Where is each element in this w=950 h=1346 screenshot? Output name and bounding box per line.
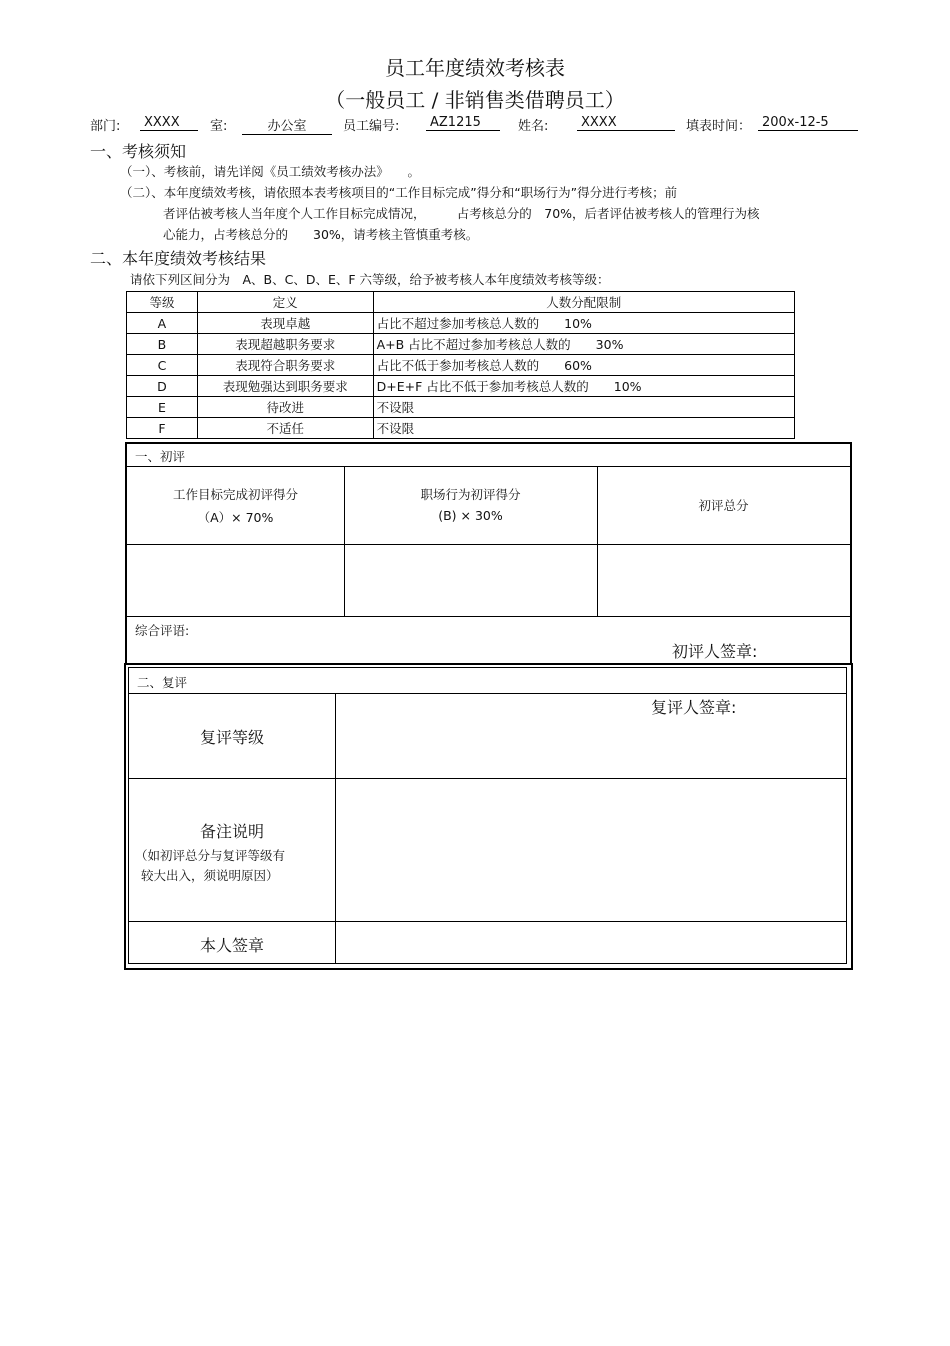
remark-label: 备注说明 — [199, 822, 264, 841]
page-subtitle: （一般员工 / 非销售类借聘员工） — [325, 88, 625, 112]
room-label: 室: — [210, 119, 228, 134]
re-review-signature-label: 复评人签章: — [651, 698, 737, 717]
table-row — [127, 355, 795, 376]
initial-total-input[interactable] — [599, 546, 848, 614]
section1-heading: 一、考核须知 — [90, 142, 187, 161]
definition-cell: 表现勉强达到职务要求 — [197, 376, 373, 397]
grade-cell: D — [127, 376, 198, 397]
remark-note-line1: （如初评总分与复评等级有 — [135, 848, 286, 863]
empno-label: 员工编号: — [343, 119, 400, 134]
re-review-section — [124, 663, 853, 970]
grade-cell: F — [127, 418, 198, 439]
dept-value[interactable]: XXXX — [140, 115, 198, 131]
header-quota: 人数分配限制 — [373, 292, 794, 313]
remark-input[interactable] — [337, 780, 844, 919]
quota-cell: 不设限 — [373, 418, 794, 439]
definition-cell: 表现符合职务要求 — [197, 355, 373, 376]
grade-cell: B — [127, 334, 198, 355]
quota-cell: 占比不超过参加考核总人数的 10% — [373, 313, 794, 334]
definition-cell: 待改进 — [197, 397, 373, 418]
behavior-score-formula: (B) × 30% — [438, 508, 503, 523]
definition-cell: 不适任 — [197, 418, 373, 439]
quota-cell: 不设限 — [373, 397, 794, 418]
notice-item-2-line1: （二）、本年度绩效考核，请依照本表考核项目的“工作目标完成”得分和“职场行为”得分进行考核；前 — [120, 185, 678, 200]
grade-cell: E — [127, 397, 198, 418]
goal-score-input[interactable] — [129, 546, 342, 614]
re-review-heading: 二、复评 — [137, 675, 188, 690]
table-row — [127, 397, 795, 418]
notice-item-2-line3: 心能力，占考核总分的 30%，请考核主管慎重考核。 — [163, 227, 479, 242]
quota-cell: A+B 占比不超过参加考核总人数的 30% — [373, 334, 794, 355]
table-row — [127, 334, 795, 355]
initial-review-heading: 一、初评 — [135, 449, 186, 464]
notice-item-1: （一）、考核前，请先详阅《员工绩效考核办法》 。 — [120, 164, 421, 179]
table-row — [127, 418, 795, 439]
room-value[interactable]: 办公室 — [242, 115, 332, 135]
behavior-score-label: 职场行为初评得分 — [420, 487, 521, 502]
quota-cell: D+E+F 占比不低于参加考核总人数的 10% — [373, 376, 794, 397]
definition-cell: 表现超越职务要求 — [197, 334, 373, 355]
re-review-grade-label: 复评等级 — [199, 728, 264, 747]
grade-cell: A — [127, 313, 198, 334]
initial-review-section — [125, 442, 852, 665]
goal-score-label: 工作目标完成初评得分 — [172, 487, 298, 502]
empno-value[interactable]: AZ1215 — [426, 115, 500, 131]
quota-cell: 占比不低于参加考核总人数的 60% — [373, 355, 794, 376]
behavior-score-input[interactable] — [346, 546, 595, 614]
page-title: 员工年度绩效考核表 — [385, 56, 565, 80]
table-header-row — [127, 292, 795, 313]
header-definition: 定义 — [197, 292, 373, 313]
notice-item-2-line2: 者评估被考核人当年度个人工作目标完成情况， 占考核总分的 70%，后者评估被考核人的管理行为核 — [163, 206, 760, 221]
table-row — [127, 376, 795, 397]
date-label: 填表时间： — [686, 119, 752, 134]
dept-label: 部门: — [90, 119, 121, 134]
re-review-grade-input[interactable] — [337, 718, 844, 776]
name-label: 姓名: — [518, 119, 549, 134]
remark-note-line2: 较大出入，须说明原因） — [141, 868, 279, 883]
grade-cell: C — [127, 355, 198, 376]
comment-label: 综合评语: — [135, 623, 190, 638]
initial-total-label: 初评总分 — [698, 498, 749, 513]
self-signature-label: 本人签章 — [199, 936, 264, 955]
goal-score-formula: （A）× 70% — [197, 510, 274, 525]
grade-table — [126, 291, 795, 439]
grade-intro: 请依下列区间分为 A、B、C、D、E、F 六等级，给予被考核人本年度绩效考核等级： — [130, 272, 610, 287]
header-grade: 等级 — [127, 292, 198, 313]
table-row — [127, 313, 795, 334]
date-value[interactable]: 200x-12-5 — [758, 115, 858, 131]
definition-cell: 表现卓越 — [197, 313, 373, 334]
name-value[interactable]: XXXX — [577, 115, 675, 131]
self-signature-input[interactable] — [337, 923, 844, 961]
initial-signature-label: 初评人签章: — [672, 642, 758, 661]
section2-heading: 二、本年度绩效考核结果 — [90, 249, 267, 268]
